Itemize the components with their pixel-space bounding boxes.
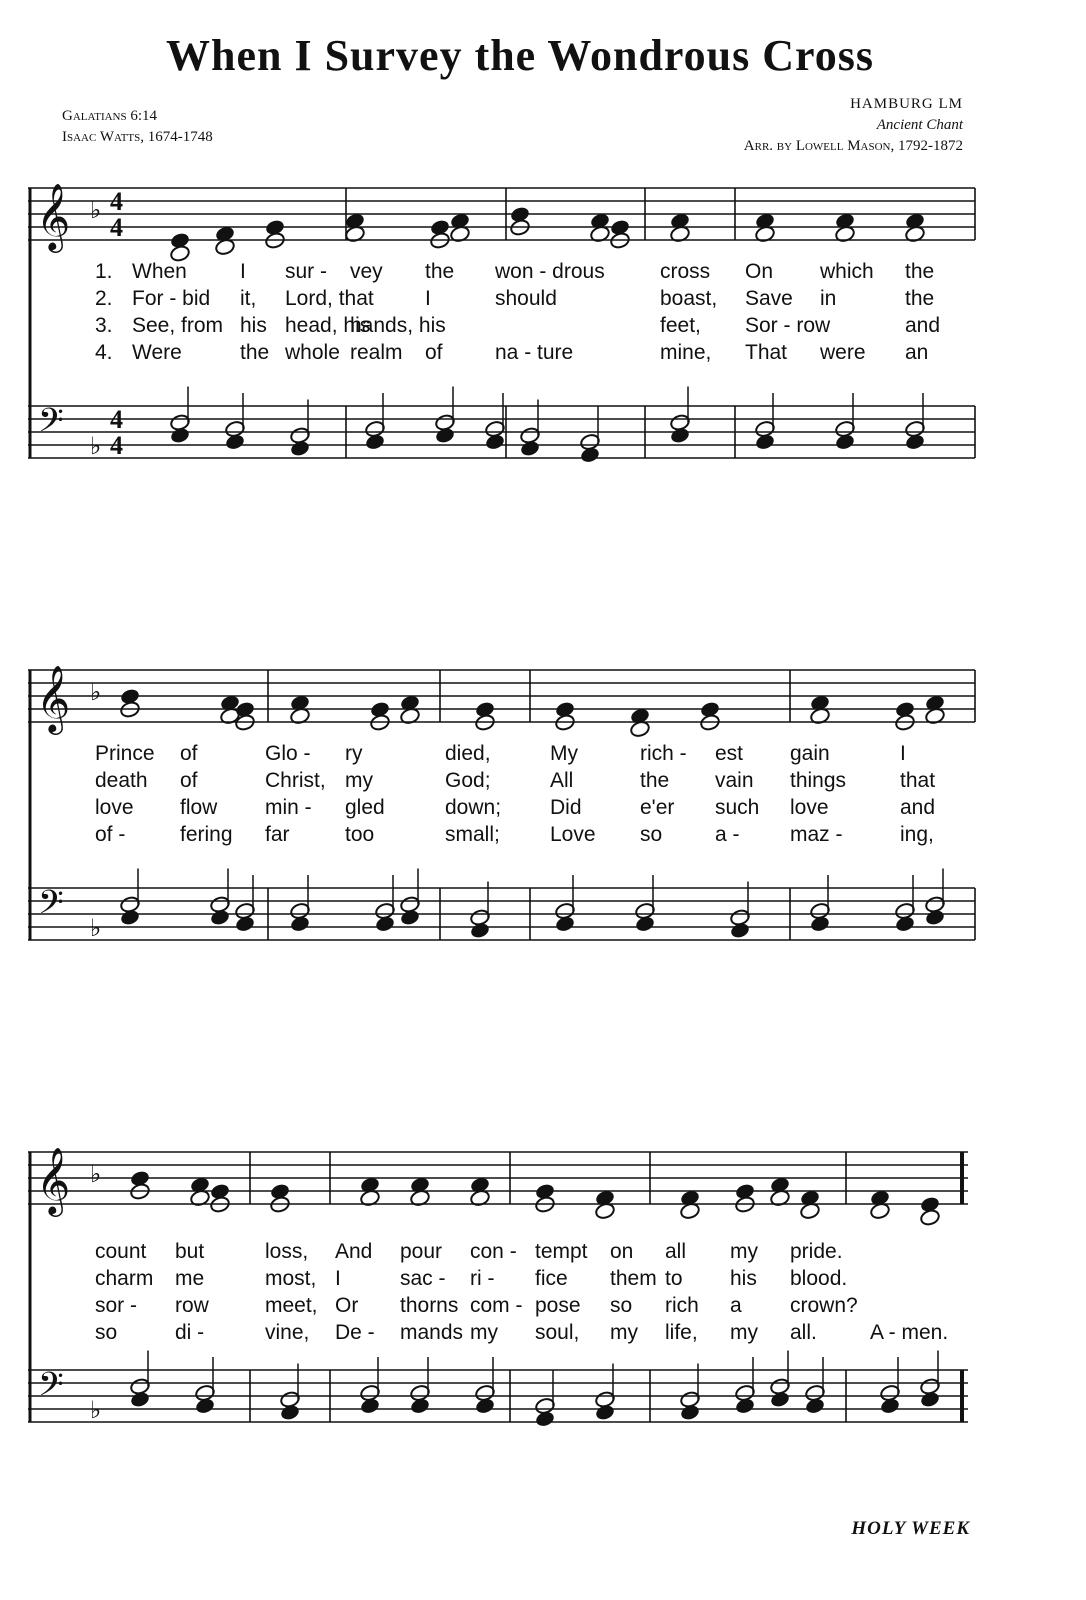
lyric-syllable: min - bbox=[265, 796, 312, 819]
lyric-syllable: the bbox=[905, 260, 935, 283]
verse-4-line bbox=[30, 823, 990, 851]
lyric-syllable: and bbox=[900, 796, 936, 819]
lyric-syllable: Were bbox=[132, 341, 182, 364]
note-head bbox=[554, 915, 575, 933]
lyric-syllable: were bbox=[820, 341, 866, 364]
lyric-syllable: in bbox=[820, 287, 837, 310]
lyric-syllable: rich bbox=[665, 1294, 699, 1317]
lyric-syllable: love bbox=[790, 796, 829, 819]
lyric-syllable: vain bbox=[715, 769, 754, 792]
lyric-syllable: Save bbox=[745, 287, 793, 310]
scripture-reference: Galatians 6:14 bbox=[62, 108, 158, 124]
lyric-syllable: See, from bbox=[132, 314, 224, 337]
lyric-syllable: love bbox=[95, 796, 134, 819]
note-head bbox=[804, 1397, 825, 1415]
verse-4-line bbox=[30, 341, 990, 369]
lyric-syllable: head, his bbox=[285, 314, 371, 337]
lyric-syllable: loss, bbox=[265, 1240, 309, 1263]
lyric-syllable: I bbox=[900, 742, 906, 765]
lyric-syllable: boast, bbox=[660, 287, 718, 310]
note-head bbox=[734, 1397, 755, 1415]
note-head bbox=[279, 1403, 300, 1421]
lyric-syllable: That bbox=[745, 341, 788, 364]
verse-1-line bbox=[30, 742, 990, 770]
lyric-syllable: flow bbox=[180, 796, 218, 819]
lyric-syllable: won - drous bbox=[495, 260, 605, 283]
note-head bbox=[209, 908, 230, 926]
lyric-syllable: a - bbox=[715, 823, 740, 846]
lyric-syllable: ing, bbox=[900, 823, 934, 846]
lyric-syllable: I bbox=[335, 1267, 341, 1290]
lyric-syllable: my bbox=[610, 1321, 638, 1344]
lyric-syllable: com - bbox=[470, 1294, 523, 1317]
lyric-syllable: pride. bbox=[790, 1240, 843, 1263]
lyric-syllable: whole bbox=[285, 341, 340, 364]
lyric-syllable: gled bbox=[345, 796, 385, 819]
treble-clef-icon: 𝄞 bbox=[36, 664, 71, 732]
note-head bbox=[289, 439, 310, 457]
lyric-syllable: fice bbox=[535, 1267, 568, 1290]
lyric-syllable: Christ, bbox=[265, 769, 326, 792]
lyric-syllable: Did bbox=[550, 796, 582, 819]
lyric-syllable: ri - bbox=[470, 1267, 495, 1290]
lyric-syllable: con - bbox=[470, 1240, 517, 1263]
note-head bbox=[834, 433, 855, 451]
lyric-syllable: est bbox=[715, 742, 744, 765]
lyric-syllable: died, bbox=[445, 742, 491, 765]
lyric-syllable: meet, bbox=[265, 1294, 318, 1317]
lyric-syllable: pour bbox=[400, 1240, 443, 1263]
lyric-syllable: fering bbox=[180, 823, 233, 846]
treble-clef-icon: 𝄞 bbox=[36, 1146, 71, 1214]
lyric-syllable: things bbox=[790, 769, 847, 792]
lyric-syllable: God; bbox=[445, 769, 491, 792]
lyric-syllable: my bbox=[470, 1321, 498, 1344]
bass-time-signature-bottom: 4 bbox=[110, 431, 123, 460]
lyric-syllable: feet, bbox=[660, 314, 701, 337]
lyric-syllable: ry bbox=[345, 742, 363, 765]
verse-2-line bbox=[30, 1267, 990, 1295]
lyric-syllable: sor - bbox=[95, 1294, 137, 1317]
note-head bbox=[409, 1397, 430, 1415]
lyric-syllable: my bbox=[730, 1321, 758, 1344]
note-head bbox=[519, 439, 540, 457]
lyric-syllable: sur - bbox=[285, 260, 327, 283]
lyric-syllable: hands, his bbox=[350, 314, 446, 337]
lyric-syllable: a bbox=[730, 1294, 742, 1317]
lyric-syllable: vine, bbox=[265, 1321, 310, 1344]
verse-2-line bbox=[30, 769, 990, 797]
lyric-syllable: For - bid bbox=[132, 287, 211, 310]
note-head bbox=[434, 426, 455, 444]
lyric-syllable: life, bbox=[665, 1321, 698, 1344]
lyric-syllable: on bbox=[610, 1240, 634, 1263]
treble-clef-icon: 𝄞 bbox=[36, 182, 71, 250]
note-head bbox=[754, 433, 775, 451]
tune-name: HAMBURG LM bbox=[850, 96, 963, 112]
flat-key-icon: ♭ bbox=[90, 678, 102, 706]
lyric-syllable: the bbox=[240, 341, 270, 364]
note-head bbox=[119, 908, 140, 926]
note-head bbox=[169, 426, 190, 444]
note-head bbox=[474, 1397, 495, 1415]
lyric-syllable: cross bbox=[660, 260, 711, 283]
note-head bbox=[579, 446, 600, 464]
lyric-syllable: so bbox=[95, 1321, 118, 1344]
note-head bbox=[224, 433, 245, 451]
bass-clef-icon: 𝄢 bbox=[38, 1366, 64, 1412]
verse-4-line bbox=[30, 1321, 990, 1349]
lyric-syllable: De - bbox=[335, 1321, 375, 1344]
lyric-syllable: thorns bbox=[400, 1294, 459, 1317]
note-head bbox=[289, 915, 310, 933]
note-head bbox=[894, 915, 915, 933]
lyric-syllable: death bbox=[95, 769, 148, 792]
note-head bbox=[634, 915, 655, 933]
note-head bbox=[129, 1390, 150, 1408]
lyric-syllable: vey bbox=[350, 260, 383, 283]
lyric-syllable: that bbox=[900, 769, 936, 792]
note-head bbox=[904, 433, 925, 451]
lyric-syllable: mands bbox=[400, 1321, 464, 1344]
note-head bbox=[374, 915, 395, 933]
note-head bbox=[399, 908, 420, 926]
lyric-syllable: Or bbox=[335, 1294, 359, 1317]
flat-key-icon: ♭ bbox=[90, 196, 102, 224]
lyric-syllable: all bbox=[665, 1240, 687, 1263]
note-head bbox=[534, 1410, 555, 1428]
note-head bbox=[594, 1403, 615, 1421]
lyric-syllable: sac - bbox=[400, 1267, 446, 1290]
lyric-syllable: mine, bbox=[660, 341, 712, 364]
lyric-syllable: Love bbox=[550, 823, 596, 846]
treble-time-signature-top: 4 bbox=[110, 187, 123, 216]
lyric-syllable: most, bbox=[265, 1267, 317, 1290]
note-head bbox=[669, 426, 690, 444]
tune-source: Ancient Chant bbox=[876, 117, 963, 133]
lyric-syllable: far bbox=[265, 823, 290, 846]
note-head bbox=[809, 915, 830, 933]
lyric-syllable: of bbox=[425, 341, 443, 364]
lyric-syllable: them bbox=[610, 1267, 657, 1290]
hymn-title: When I Survey the Wondrous Cross bbox=[165, 31, 875, 80]
note-head bbox=[234, 915, 255, 933]
lyric-syllable: of bbox=[180, 769, 198, 792]
lyric-syllable: such bbox=[715, 796, 760, 819]
lyric-syllable: e'er bbox=[640, 796, 675, 819]
note-head bbox=[729, 921, 750, 939]
verse-1-line bbox=[30, 1240, 990, 1268]
lyric-syllable: his bbox=[730, 1267, 757, 1290]
lyric-syllable: maz - bbox=[790, 823, 843, 846]
lyric-syllable: small; bbox=[445, 823, 500, 846]
lyric-syllable: realm bbox=[350, 341, 403, 364]
lyric-syllable: 1. bbox=[95, 260, 113, 283]
lyric-syllable: Glo - bbox=[265, 742, 311, 765]
lyric-syllable: gain bbox=[790, 742, 830, 765]
lyric-syllable: rich - bbox=[640, 742, 687, 765]
note-head bbox=[469, 921, 490, 939]
lyric-syllable: 2. bbox=[95, 287, 113, 310]
lyric-syllable: crown? bbox=[790, 1294, 858, 1317]
lyric-syllable: should bbox=[495, 287, 557, 310]
verse-2-line bbox=[30, 287, 990, 315]
lyric-syllable: and bbox=[905, 314, 941, 337]
lyric-syllable: the bbox=[640, 769, 670, 792]
lyric-syllable: my bbox=[730, 1240, 758, 1263]
note-head bbox=[919, 1390, 940, 1408]
lyric-syllable: so bbox=[610, 1294, 633, 1317]
treble-time-signature-bottom: 4 bbox=[110, 213, 123, 242]
lyric-syllable: Prince bbox=[95, 742, 155, 765]
bass-time-signature-top: 4 bbox=[110, 405, 123, 434]
lyric-syllable: too bbox=[345, 823, 375, 846]
lyric-syllable: All bbox=[550, 769, 574, 792]
lyric-syllable: 4. bbox=[95, 341, 113, 364]
lyric-syllable: of - bbox=[95, 823, 126, 846]
lyric-syllable: an bbox=[905, 341, 929, 364]
lyric-syllable: blood. bbox=[790, 1267, 848, 1290]
lyric-syllable: down; bbox=[445, 796, 502, 819]
lyric-syllable: of bbox=[180, 742, 198, 765]
author-credit: Isaac Watts, 1674-1748 bbox=[62, 129, 213, 145]
verse-3-line bbox=[30, 1294, 990, 1322]
flat-key-icon: ♭ bbox=[90, 914, 102, 942]
note-head bbox=[769, 1390, 790, 1408]
lyric-syllable: di - bbox=[175, 1321, 205, 1344]
lyric-syllable: all. bbox=[790, 1321, 817, 1344]
flat-key-icon: ♭ bbox=[90, 1160, 102, 1188]
lyric-syllable: but bbox=[175, 1240, 205, 1263]
verse-3-line bbox=[30, 796, 990, 824]
note-head bbox=[679, 1403, 700, 1421]
note-head bbox=[364, 433, 385, 451]
lyric-syllable: his bbox=[240, 314, 267, 337]
note-head bbox=[924, 908, 945, 926]
lyric-syllable: so bbox=[640, 823, 663, 846]
lyric-syllable: my bbox=[345, 769, 373, 792]
lyric-syllable: I bbox=[425, 287, 431, 310]
note-head bbox=[879, 1397, 900, 1415]
verse-1-line bbox=[30, 260, 990, 288]
lyric-syllable: 3. bbox=[95, 314, 113, 337]
lyric-syllable: And bbox=[335, 1240, 373, 1263]
flat-key-icon: ♭ bbox=[90, 1396, 102, 1424]
lyric-syllable: the bbox=[905, 287, 935, 310]
note-head bbox=[484, 433, 505, 451]
note-head bbox=[359, 1397, 380, 1415]
lyric-syllable: charm bbox=[95, 1267, 154, 1290]
lyric-syllable: to bbox=[665, 1267, 683, 1290]
bass-clef-icon: 𝄢 bbox=[38, 402, 64, 448]
bass-clef-icon: 𝄢 bbox=[38, 884, 64, 930]
verse-3-line bbox=[30, 314, 990, 342]
lyric-syllable: My bbox=[550, 742, 578, 765]
lyric-syllable: When bbox=[132, 260, 187, 283]
lyric-syllable: Sor - row bbox=[745, 314, 831, 337]
arranger-credit: Arr. by Lowell Mason, 1792-1872 bbox=[743, 138, 963, 154]
note-head bbox=[194, 1397, 215, 1415]
lyric-syllable: row bbox=[175, 1294, 209, 1317]
lyric-syllable: count bbox=[95, 1240, 147, 1263]
lyric-syllable: na - ture bbox=[495, 341, 574, 364]
lyric-syllable: which bbox=[820, 260, 874, 283]
flat-key-icon: ♭ bbox=[90, 432, 102, 460]
lyric-syllable: tempt bbox=[535, 1240, 588, 1263]
lyric-syllable: On bbox=[745, 260, 774, 283]
lyric-syllable: it, bbox=[240, 287, 257, 310]
lyric-syllable: soul, bbox=[535, 1321, 580, 1344]
lyric-syllable: the bbox=[425, 260, 455, 283]
note-head bbox=[919, 1208, 940, 1226]
hymn-category: HOLY WEEK bbox=[851, 1518, 970, 1539]
lyric-syllable: me bbox=[175, 1267, 205, 1290]
lyric-syllable: pose bbox=[535, 1294, 581, 1317]
lyric-syllable: A - men. bbox=[870, 1321, 949, 1344]
lyric-syllable: Lord, that bbox=[285, 287, 374, 310]
lyric-syllable: I bbox=[240, 260, 246, 283]
